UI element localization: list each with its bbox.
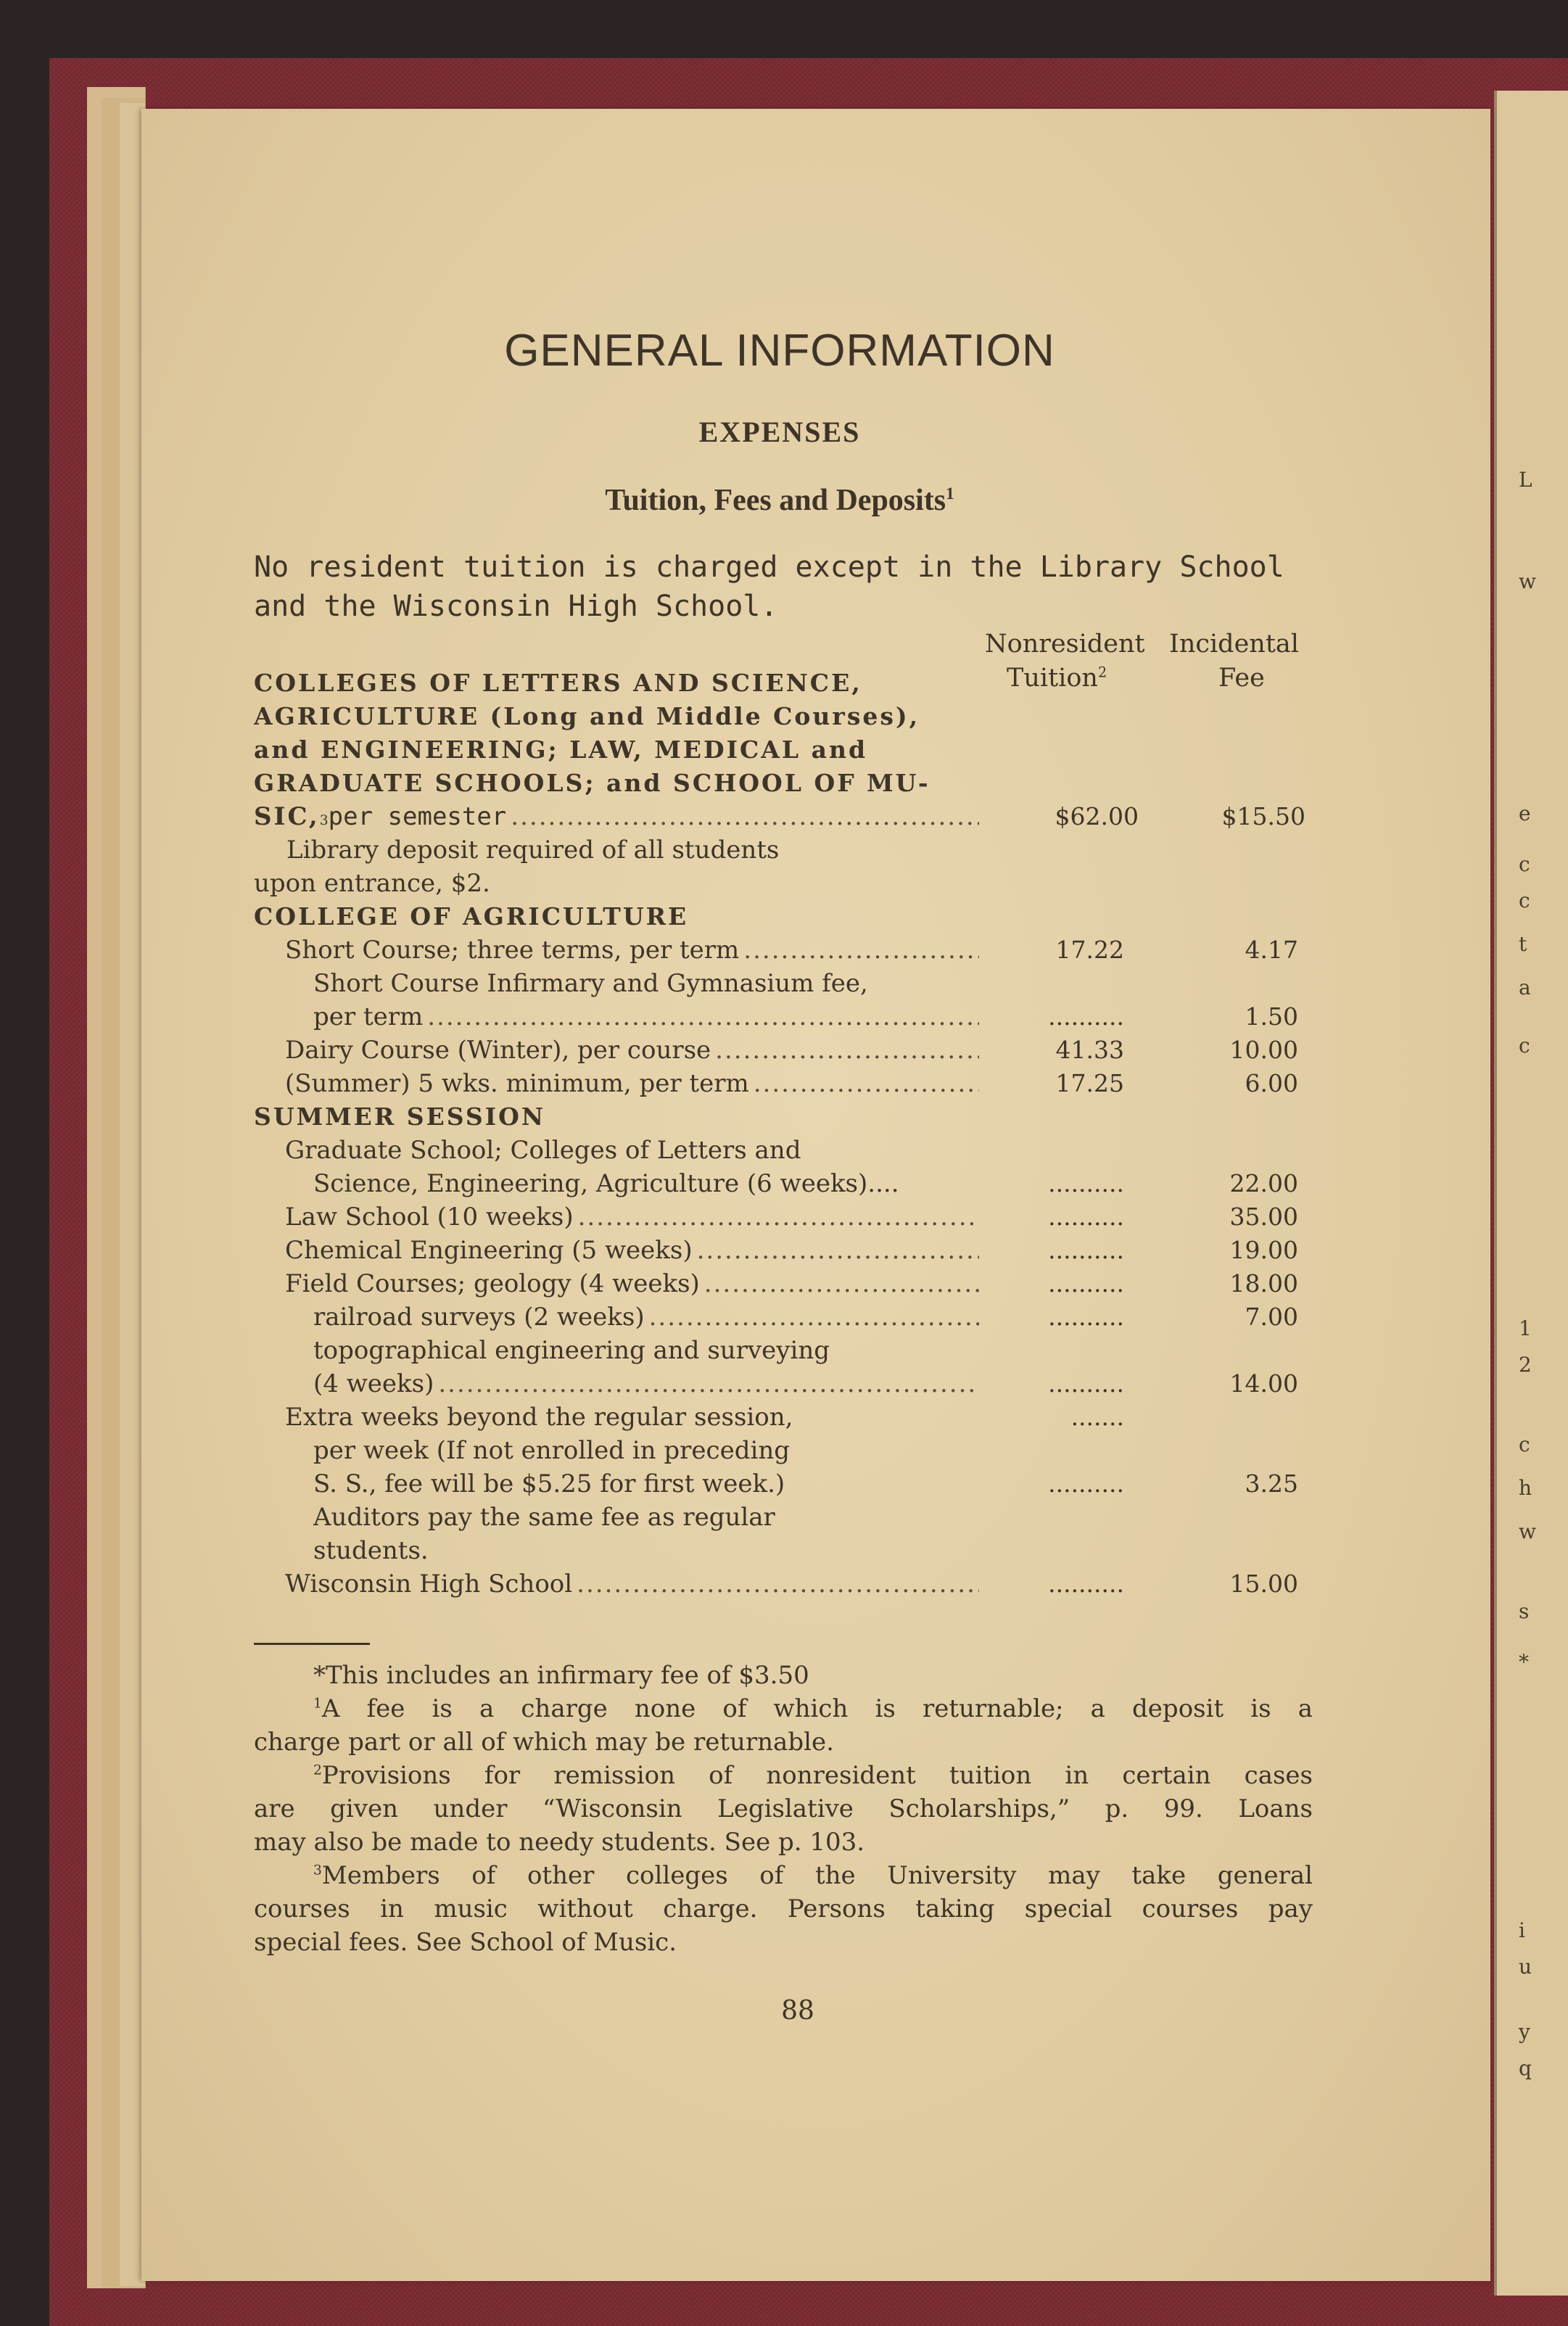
facing-char: u xyxy=(1519,1955,1532,1979)
wisconsin-tuition: .......... xyxy=(1048,1570,1124,1598)
summer-title: SUMMER SESSION xyxy=(254,1102,546,1131)
railroad-row: railroad surveys (2 weeks) ..... xyxy=(313,1303,979,1332)
graduate-fee: 22.00 xyxy=(1229,1169,1298,1197)
facing-char: s xyxy=(1519,1599,1530,1623)
wisconsin-row: Wisconsin High School ..... xyxy=(285,1570,979,1599)
footnote-marker: 1 xyxy=(946,484,954,503)
facing-char: * xyxy=(1519,1650,1529,1674)
chemical-row: Chemical Engineering (5 weeks) ..... xyxy=(285,1236,979,1265)
topo-tuition: .......... xyxy=(1048,1369,1124,1398)
short-course-row: Short Course; three terms, per term ..... xyxy=(285,936,979,965)
chemical-fee: 19.00 xyxy=(1229,1236,1298,1264)
topo-line-1: topographical engineering and surveying xyxy=(313,1336,830,1365)
facing-char: w xyxy=(1519,569,1536,593)
facing-char: c xyxy=(1519,1432,1530,1456)
extra-line-3: S. S., fee will be $5.25 for first week.) xyxy=(313,1469,785,1498)
subsection-heading xyxy=(0,483,1559,518)
colleges-line-5: SIC, 3 per semester ..... xyxy=(254,802,979,831)
dairy-summer-fee: 6.00 xyxy=(1245,1069,1298,1097)
colleges-fee: $15.50 xyxy=(1221,802,1305,830)
topo-fee: 14.00 xyxy=(1229,1369,1298,1398)
facing-char: 2 xyxy=(1519,1353,1532,1377)
dairy-summer-row: (Summer) 5 wks. minimum, per term ..... xyxy=(285,1069,979,1098)
facing-char: q xyxy=(1519,2056,1532,2080)
section-heading: EXPENSES xyxy=(698,416,861,448)
law-fee: 35.00 xyxy=(1229,1203,1298,1231)
facing-char: w xyxy=(1519,1519,1536,1543)
footnote-1-line-1: $^1$A fee is a charge none of which is returnable; a deposit is a xyxy=(313,1694,1313,1723)
graduate-line-2: Science, Engineering, Agriculture (6 weeks).... xyxy=(313,1169,899,1198)
railroad-fee: 7.00 xyxy=(1245,1303,1298,1331)
infirmary-line-2: per term ..... xyxy=(313,1002,979,1031)
colleges-sic: SIC, xyxy=(254,802,320,831)
extra-line-1-tuition: ....... xyxy=(1070,1403,1124,1431)
wisconsin-fee: 15.00 xyxy=(1229,1570,1298,1598)
column-header-fee: Fee xyxy=(1218,664,1265,693)
auditors-line-2: students. xyxy=(313,1536,429,1565)
footnote-marker: 2 xyxy=(313,1762,322,1778)
footnote-3-line-2: courses in music without charge. Persons taking special courses pay xyxy=(254,1894,1313,1923)
field-fee: 18.00 xyxy=(1229,1269,1298,1298)
railroad-tuition: .......... xyxy=(1048,1303,1124,1331)
infirmary-line-1: Short Course Infirmary and Gymnasium fee, xyxy=(313,969,868,998)
footnote-3-line-3: special fees. See School of Music. xyxy=(254,1928,677,1957)
law-tuition: .......... xyxy=(1048,1203,1124,1231)
chemical-tuition: .......... xyxy=(1048,1236,1124,1264)
facing-char: c xyxy=(1519,1034,1530,1057)
page-number: 88 xyxy=(781,1996,814,2026)
subsection-title: Tuition, Fees and Deposits xyxy=(605,484,946,517)
colleges-line-3: and ENGINEERING; LAW, MEDICAL and xyxy=(254,735,868,764)
graduate-line-1: Graduate School; Colleges of Letters and xyxy=(285,1136,801,1165)
footnote-1-line-2: charge part or all of which may be returnable. xyxy=(254,1728,834,1757)
footnote-3-line-1: $^3$Members of other colleges of the University may take general xyxy=(313,1861,1313,1890)
footnote-2-line-3: may also be made to needy students. See p. 103. xyxy=(254,1828,865,1857)
facing-char: a xyxy=(1519,976,1531,999)
footnote-star: *This includes an infirmary fee of $3.50 xyxy=(313,1661,809,1690)
short-course-tuition: 17.22 xyxy=(1055,936,1124,964)
topo-line-2: (4 weeks) ..... xyxy=(313,1369,979,1398)
dairy-summer-tuition: 17.25 xyxy=(1055,1069,1124,1097)
dairy-winter-fee: 10.00 xyxy=(1229,1036,1298,1064)
short-course-fee: 4.17 xyxy=(1245,936,1298,964)
auditors-line-1: Auditors pay the same fee as regular xyxy=(313,1503,775,1532)
footnote-marker: 1 xyxy=(313,1696,322,1712)
law-row: Law School (10 weeks) ..... xyxy=(285,1203,979,1232)
footnote-marker: 3 xyxy=(313,1863,322,1878)
column-header-tuition xyxy=(1007,664,1107,693)
infirmary-fee: 1.50 xyxy=(1245,1002,1298,1031)
facing-char: c xyxy=(1519,888,1530,912)
colleges-line-2: AGRICULTURE (Long and Middle Courses), xyxy=(254,702,920,730)
column-header-nonresident: Nonresident xyxy=(985,630,1145,659)
footnote-marker: 2 xyxy=(1097,664,1107,681)
extra-line-2: per week (If not enrolled in preceding xyxy=(313,1436,790,1465)
footnote-2-line-2: are given under “Wisconsin Legislative Scholarships,” p. 99. Loans xyxy=(254,1794,1313,1823)
field-tuition: .......... xyxy=(1048,1269,1124,1298)
colleges-line-4: GRADUATE SCHOOLS; and SCHOOL OF MU- xyxy=(254,769,931,797)
facing-char: e xyxy=(1519,801,1531,825)
intro-paragraph: No resident tuition is charged except in the Library School and the Wisconsin High School. xyxy=(254,550,1284,623)
facing-char: h xyxy=(1519,1476,1532,1500)
dairy-winter-tuition: 41.33 xyxy=(1055,1036,1124,1064)
facing-char: c xyxy=(1519,852,1530,876)
extra-line-1: Extra weeks beyond the regular session, xyxy=(285,1403,793,1432)
field-row: Field Courses; geology (4 weeks) ..... xyxy=(285,1269,979,1298)
colleges-tuition: $62.00 xyxy=(1055,802,1139,830)
graduate-tuition: .......... xyxy=(1048,1169,1124,1197)
column-header-tuition-label: Tuition xyxy=(1007,664,1098,693)
infirmary-tuition: .......... xyxy=(1048,1002,1124,1031)
agriculture-title: COLLEGE OF AGRICULTURE xyxy=(254,902,689,931)
extra-tuition: .......... xyxy=(1048,1469,1124,1498)
footnote-rule xyxy=(254,1643,370,1645)
extra-fee: 3.25 xyxy=(1245,1469,1298,1498)
facing-char: y xyxy=(1519,2020,1530,2044)
facing-char: 1 xyxy=(1519,1316,1532,1340)
deposit-line-1: Library deposit required of all students xyxy=(286,836,780,865)
colleges-line-1: COLLEGES OF LETTERS AND SCIENCE, xyxy=(254,669,862,697)
facing-char: i xyxy=(1519,1918,1525,1942)
facing-char: L xyxy=(1519,468,1532,492)
footnote-2-line-1: $^2$Provisions for remission of nonresident tuition in certain cases xyxy=(313,1761,1313,1790)
page-heading: GENERAL INFORMATION xyxy=(504,326,1055,376)
column-header-incidental: Incidental xyxy=(1169,630,1299,659)
colleges-per-semester: per semester xyxy=(328,802,507,831)
facing-char: t xyxy=(1519,932,1527,956)
deposit-line-2: upon entrance, $2. xyxy=(254,869,490,898)
dairy-winter-row: Dairy Course (Winter), per course ..... xyxy=(285,1036,979,1065)
